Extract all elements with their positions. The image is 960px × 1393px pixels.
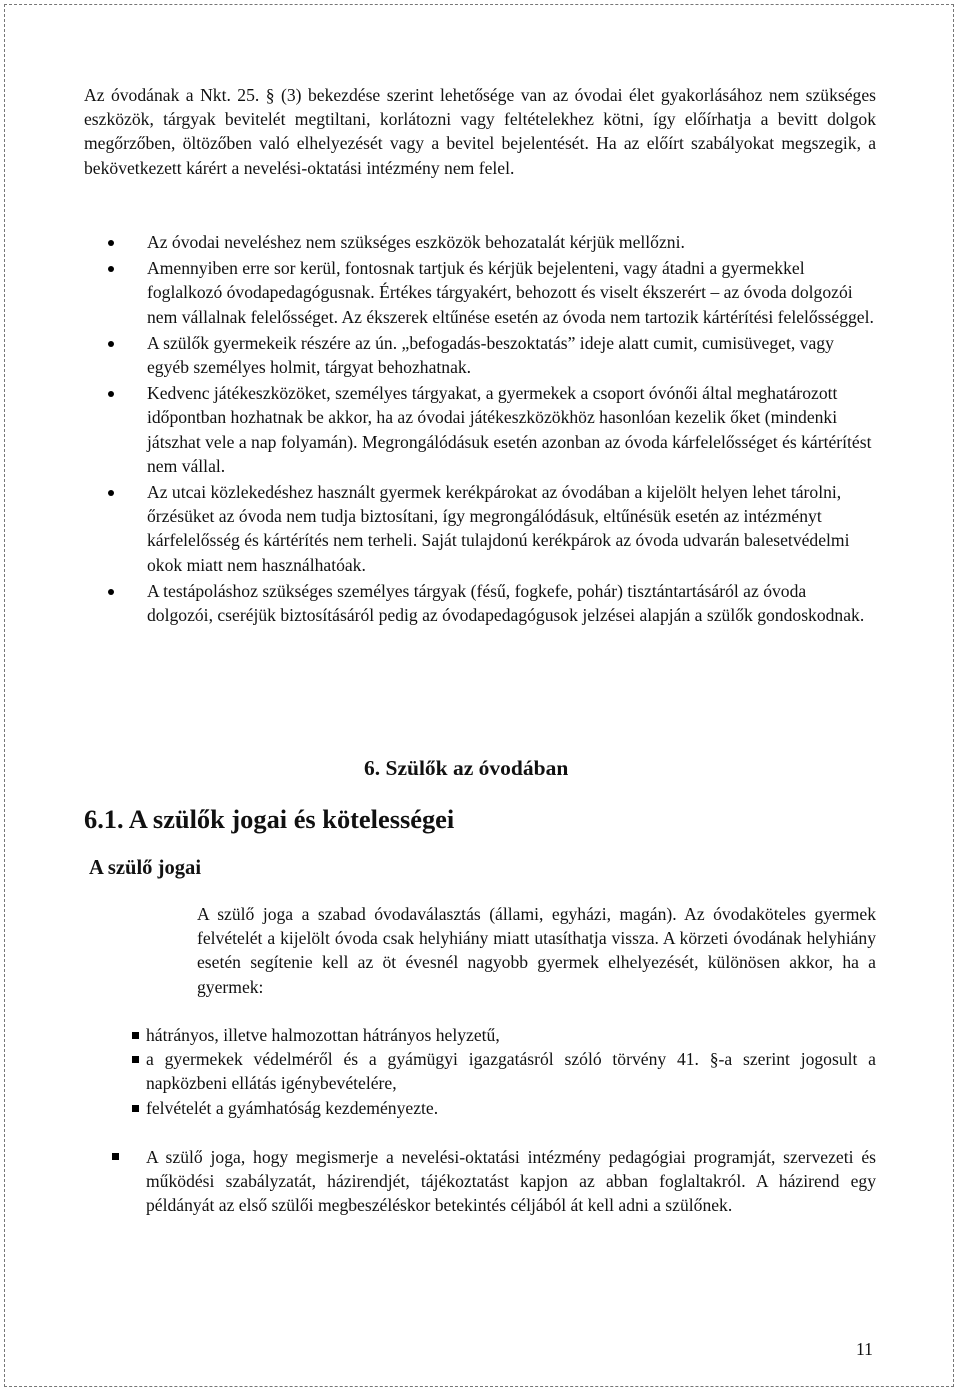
- bullet-icon: [108, 391, 114, 397]
- list-item: Amennyiben erre sor kerül, fontosnak tartjuk és kérjük bejelenteni, vagy átadni a gyermekkel foglalkozó óvodapedagógusnak. Értékes tárgyakért, behozott és viselt ékszerért – az óvoda dolgozói nem vállalnak felelősséget. Az ékszerek eltűnése esetén az óvoda nem tartozik kártérítési felelősséggel.: [84, 256, 876, 329]
- bullet-icon: [108, 589, 114, 595]
- chapter-heading: 6. Szülők az óvodában: [364, 756, 569, 780]
- subsection-heading: A szülő jogai: [89, 857, 202, 879]
- list-item: a gyermekek védelméről és a gyámügyi igazgatásról szóló törvény 41. §-a szerint jogosult a napközbeni ellátás igénybevételére,: [132, 1047, 876, 1095]
- list-item: A testápoláshoz szükséges személyes tárgyak (fésű, fogkefe, pohár) tisztántartásáról az óvoda dolgozói, cseréjük biztosításáról pedig az óvodapedagógusok jelzései alapján a szülők gondoskodnak.: [84, 579, 876, 627]
- rights-intro-paragraph: A szülő joga a szabad óvodaválasztás (állami, egyházi, magán). Az óvodaköteles gyermek felvételét a kijelölt óvoda csak helyhiány miatt utasíthatja vissza. A körzeti óvodának helyhiány esetén segítenie kell az öt évesnél nagyobb gyermek elhelyezését, különösen akkor, ha a gyermek:: [197, 904, 876, 997]
- list-item: A szülők gyermekeik részére az ún. „befogadás-beszoktatás” ideje alatt cumit, cumisüveget, vagy egyéb személyes holmit, tárgyat behozhatnak.: [84, 331, 876, 379]
- section-heading: 6.1. A szülők jogai és kötelességei: [84, 804, 455, 834]
- list-item: felvételét a gyámhatóság kezdeményezte.: [132, 1096, 876, 1120]
- list-item: A szülő joga, hogy megismerje a nevelési-oktatási intézmény pedagógiai programját, szervezeti és működési szabályzatát, házirendjét, tájékoztatást kapjon az abban foglaltakról. A házirend egy példányát az első szülői megbeszéléskor betekintés céljából át kell adni a szülőnek.: [111, 1145, 876, 1218]
- bullet-icon: [108, 266, 114, 272]
- square-bullet-icon: [132, 1032, 139, 1039]
- square-bullet-icon: [132, 1056, 139, 1063]
- page-number: 11: [856, 1339, 873, 1359]
- list-item: hátrányos, illetve halmozottan hátrányos helyzetű,: [132, 1023, 876, 1047]
- list-item: Az utcai közlekedéshez használt gyermek kerékpárokat az óvodában a kijelölt helyen lehet tárolni, őrzésüket az óvoda nem tudja biztosítani, így megrongálódásuk, eltűnésük esetén az intézményt kárfelelősség és kártérítés nem terheli. Saját tulajdonú kerékpárok az óvoda udvarán balesetvédelmi okok miatt nem használhatóak.: [84, 480, 876, 577]
- rules-list: [84, 230, 876, 629]
- square-bullet-icon: [132, 1105, 139, 1112]
- bullet-icon: [108, 341, 114, 347]
- list-item: Az óvodai neveléshez nem szükséges eszközök behozatalát kérjük mellőzni.: [84, 230, 876, 254]
- square-bullet-icon: [112, 1153, 119, 1160]
- bullet-icon: [108, 240, 114, 246]
- bullet-icon: [108, 490, 114, 496]
- rights-list: [111, 1145, 876, 1218]
- conditions-list: [132, 1023, 876, 1120]
- intro-paragraph: Az óvodának a Nkt. 25. § (3) bekezdése szerint lehetősége van az óvodai élet gyakorlásához nem szükséges eszközök, tárgyak bevitelét megtiltani, korlátozni vagy feltételekhez kötni, így előírhatja a bevitt dolgok megőrzőben, öltözőben való elhelyezését vagy a bevitel bejelentését. Ha az előírt szabályokat megszegik, a bekövetkezett kárért a nevelési-oktatási intézmény nem felel.: [84, 85, 876, 178]
- list-item: Kedvenc játékeszközöket, személyes tárgyakat, a gyermekek a csoport óvónői által meghatározott időpontban hozhatnak be akkor, ha az óvodai játékeszközökhöz hasonlóan kezelik őket (mindenki játszhat vele a nap folyamán). Megrongálódásuk esetén azonban az óvoda kárfelelősséget és kártérítést nem vállal.: [84, 381, 876, 478]
